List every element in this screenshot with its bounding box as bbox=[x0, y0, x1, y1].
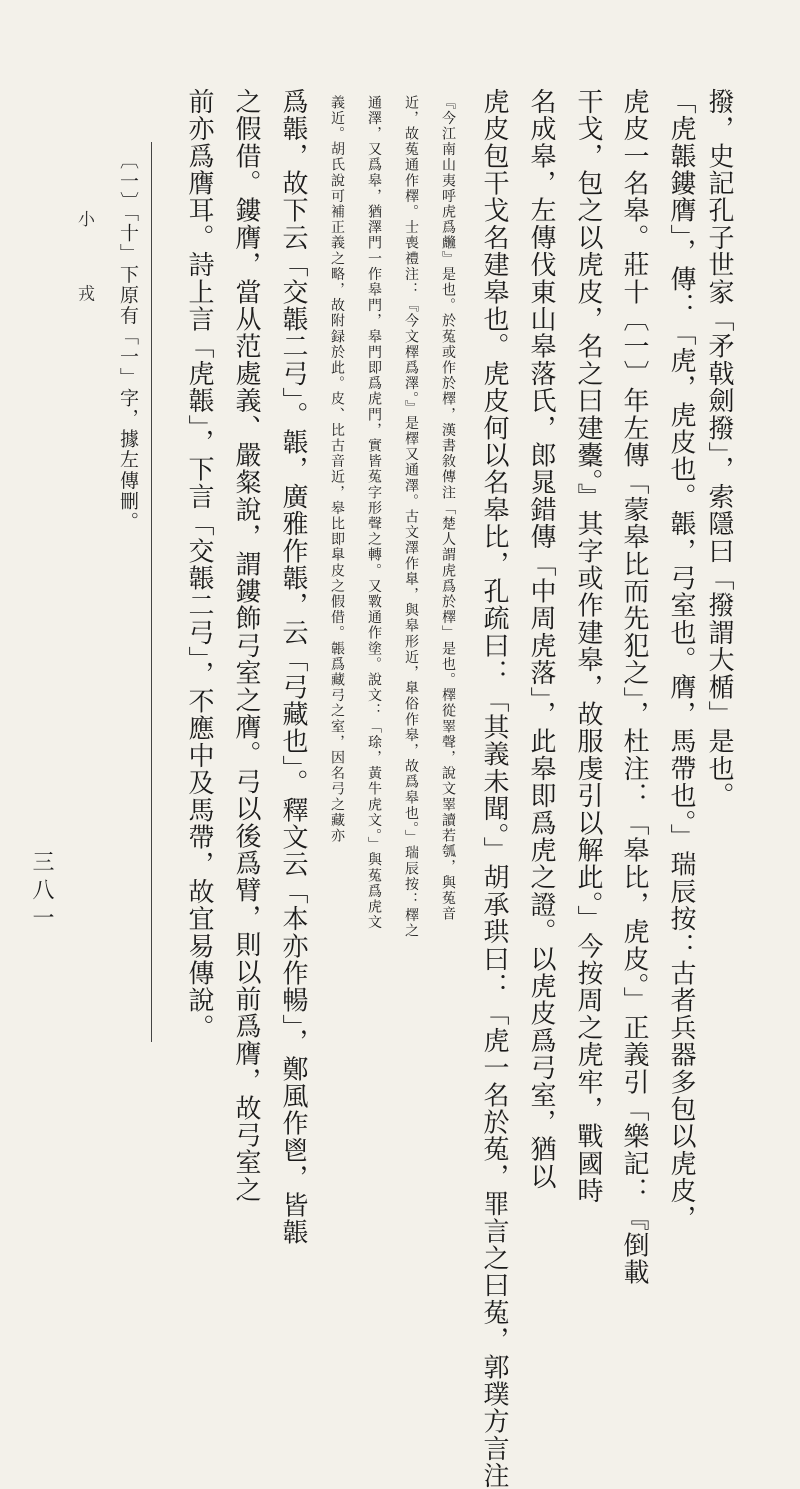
text-column-6: 虎皮包干戈名建皋也。虎皮何以名皋比，孔疏曰：「其義未聞。」胡承珙曰：「虎一名於菟，罪言之曰菟，郭璞方言注 bbox=[479, 88, 509, 1489]
text-column-9: 通澤，又爲皋，猶澤門一作皋門，皋門即爲虎門，實皆菟字形聲之轉。又斁通作塗。說文：「㻌，黃牛虎文。」與菟爲虎文 bbox=[366, 95, 382, 931]
text-column-8: 近，故菟通作檡。士喪禮注：『今文檡爲澤。』是檡又通澤。古文澤作臯，與皋形近，臯俗作皋，故爲皋也。」瑞辰按：檡之 bbox=[403, 95, 419, 939]
text-column-12: 之假借。鏤膺，當从范處義、嚴粲說，謂鏤飾弓室之膺。弓以後爲臂，則以前爲膺，故弓室之 bbox=[231, 88, 261, 1204]
text-column-13: 前亦爲膺耳。詩上言「虎韔」，下言「交韔二弓」，不應中及馬帶，故宜易傳說。 bbox=[184, 88, 214, 1042]
text-column-10: 義近。胡氏說可補正義之略，故附録於此。皮、比古音近，皋比即臯皮之假借。韔爲藏弓之室，因名弓之藏亦 bbox=[329, 95, 345, 844]
footnote: 〔一〕「十」下原有「一」字，據左傳刪。 bbox=[117, 150, 139, 532]
text-column-3: 虎皮一名皋。莊十〔一〕年左傳「蒙皋比而先犯之」，杜注：「皋比，虎皮。」正義引「樂記：『倒載 bbox=[619, 88, 649, 1286]
text-column-1: 撥，史記孔子世家「矛戟劍撥」，索隱曰「撥謂大楯」是也。 bbox=[704, 88, 734, 810]
text-column-5: 名成皋，左傳伐東山皋落氏，郎晁錯傳「中周虎落」，此皋即爲虎之證。以虎皮爲弓室，猶以 bbox=[526, 88, 556, 1191]
footnote-divider bbox=[151, 142, 152, 1042]
text-column-7: 『今江南山夷呼虎爲虪』是也。於菟或作於檡，漢書敘傳注「楚人謂虎爲於檡」是也。檡從睪聲，說文睪讀若瓠，與菟音 bbox=[440, 95, 456, 922]
running-head: 小 戎 bbox=[74, 210, 94, 328]
page-number: 三八一 bbox=[29, 850, 54, 934]
text-column-11: 爲韔，故下云「交韔二弓」。韔，廣雅作韔，云「弓藏也」。釋文云「本亦作暢」，鄭風作鬯，皆韔 bbox=[278, 88, 308, 1246]
text-column-4: 干戈，包之以虎皮，名之曰建櫜。』其字或作建皋，故服虔引以解此。」今按周之虎牢，戰國時 bbox=[573, 88, 603, 1205]
text-column-2: 「虎韔鏤膺」，傳：「虎，虎皮也。韔，弓室也。膺，馬帶也。」瑞辰按：古者兵器多包以虎皮， bbox=[666, 88, 696, 1232]
